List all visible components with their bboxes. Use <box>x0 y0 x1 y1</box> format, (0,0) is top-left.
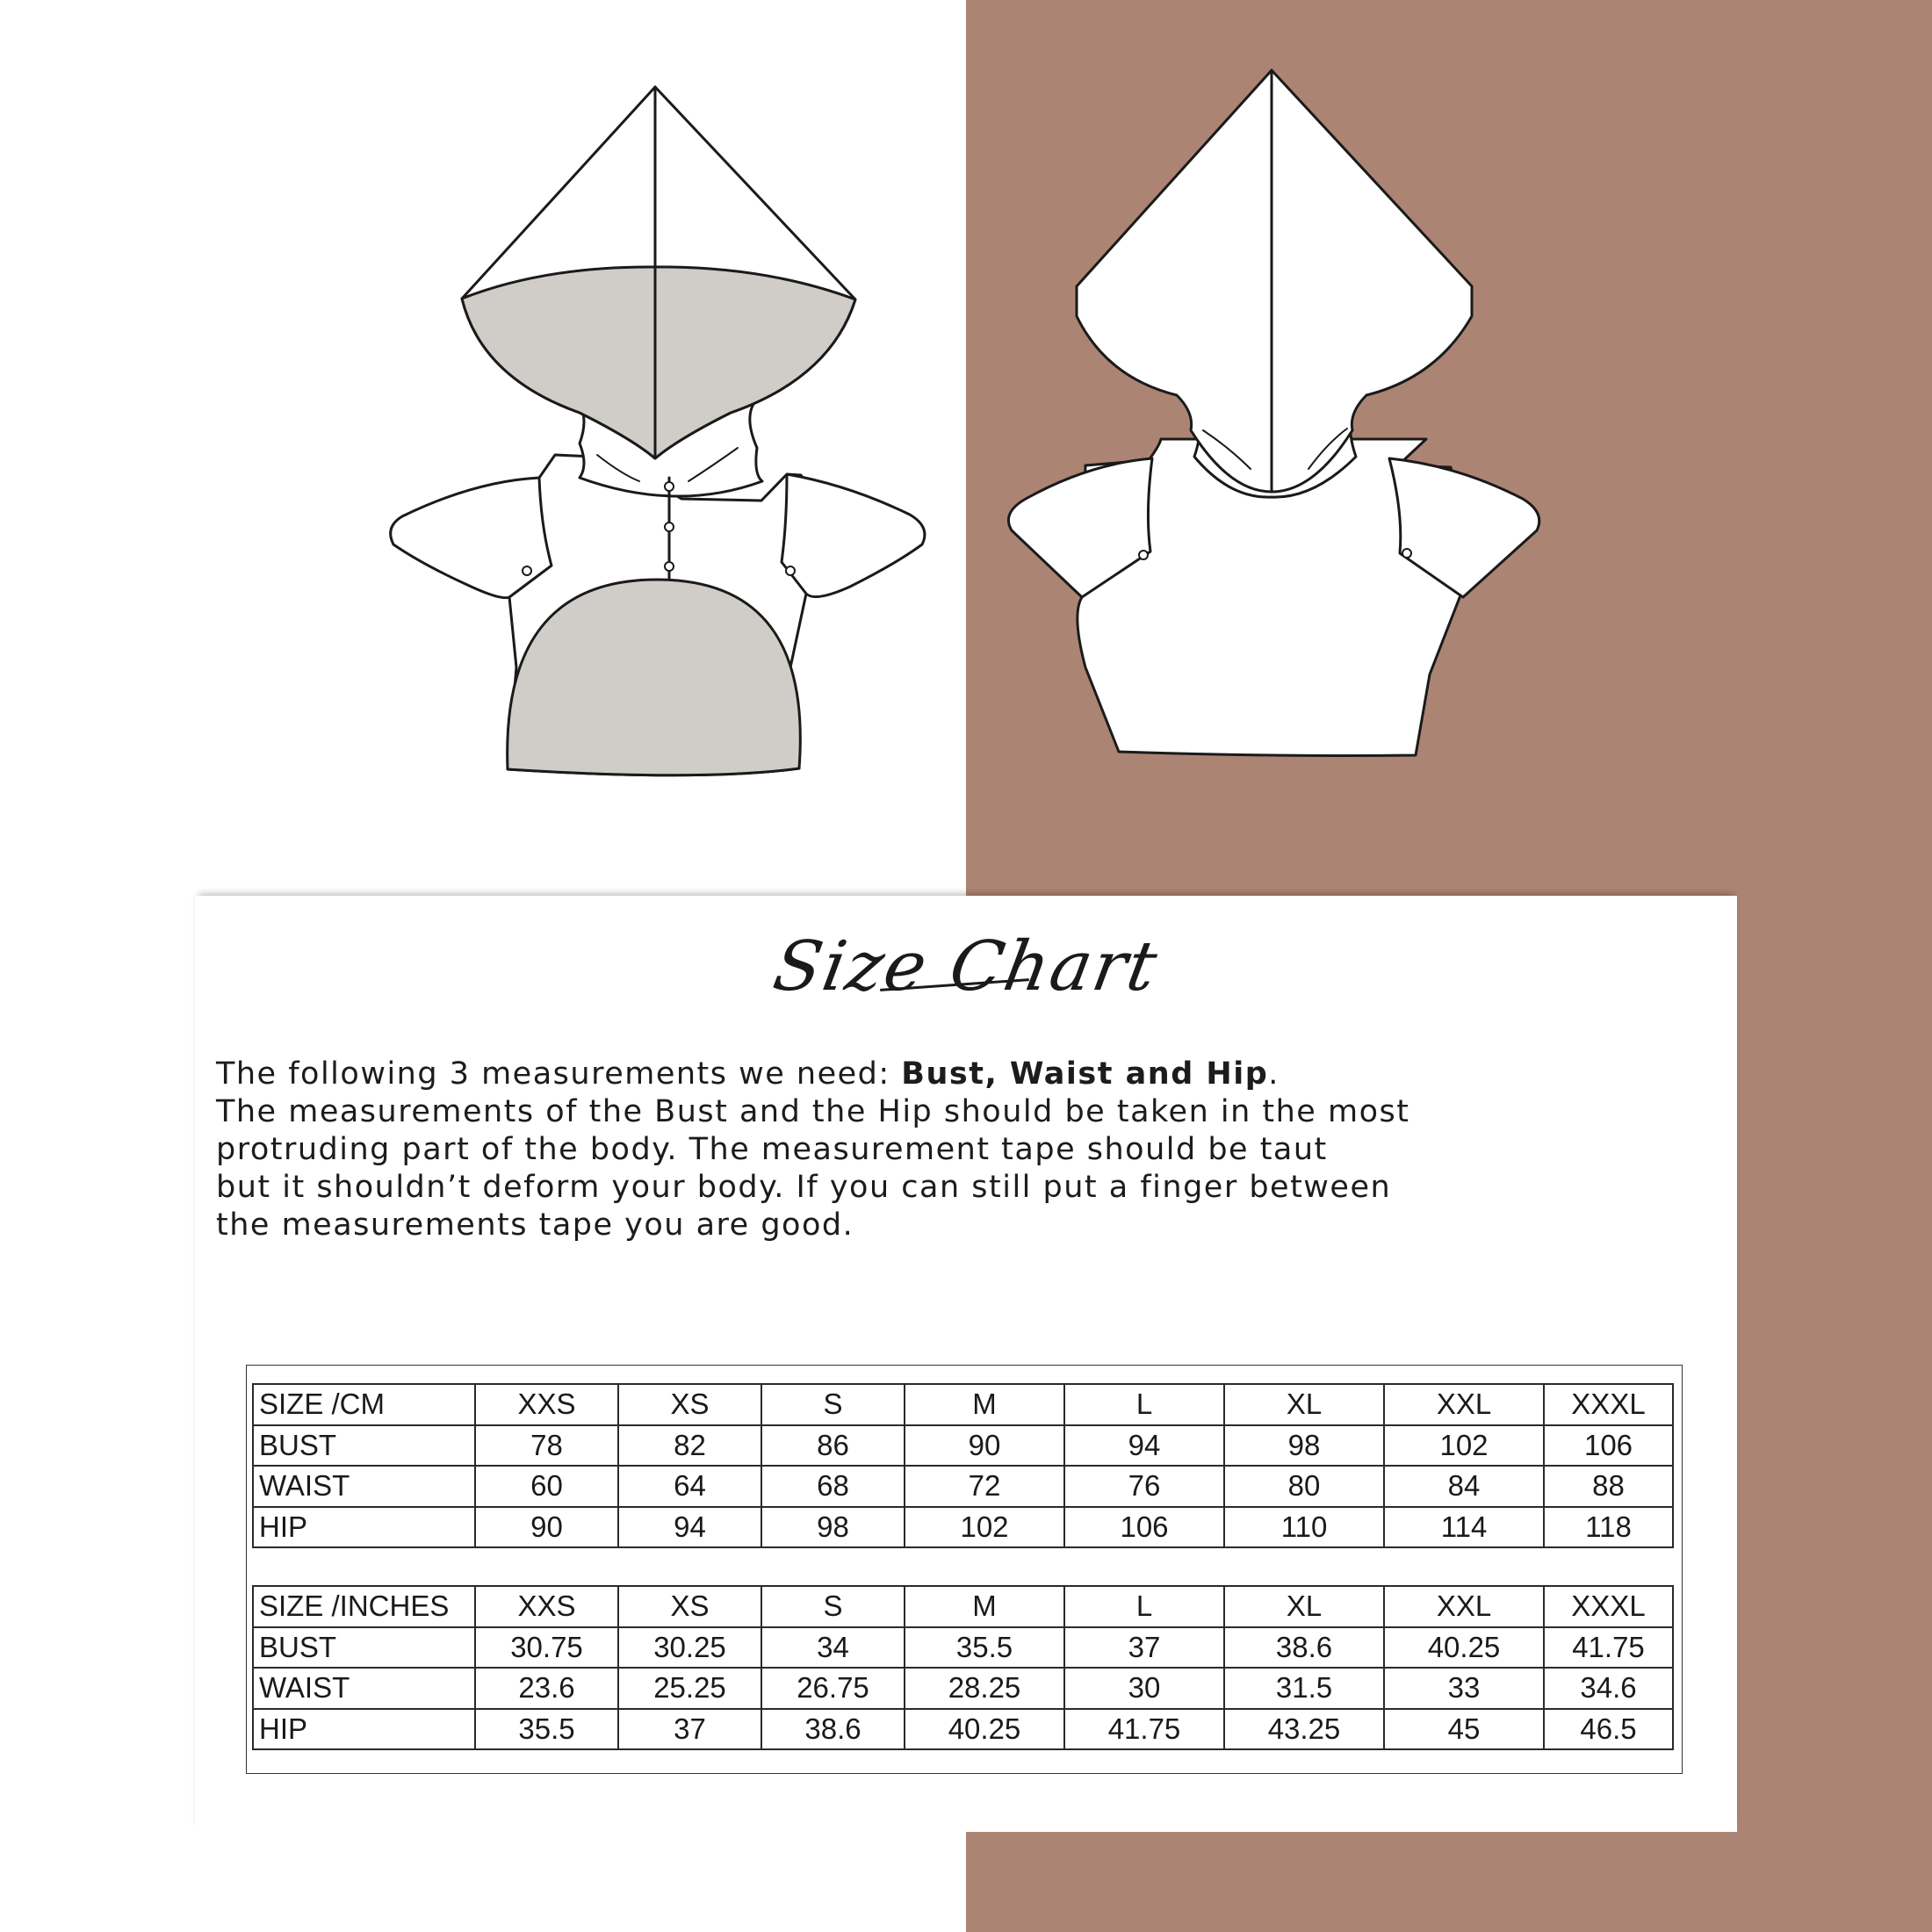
row-label: BUST <box>253 1627 475 1669</box>
table-cell: 38.6 <box>1224 1627 1384 1669</box>
measurement-instructions <box>216 1056 1727 1244</box>
table-row <box>253 1425 1673 1467</box>
table-cell: 38.6 <box>761 1709 905 1750</box>
row-label: HIP <box>253 1507 475 1548</box>
table-cell: 110 <box>1224 1507 1384 1548</box>
table-cell: 43.25 <box>1224 1709 1384 1750</box>
table-cell: 102 <box>1384 1425 1544 1467</box>
size-header-cell: S <box>761 1586 905 1627</box>
table-cell: 98 <box>761 1507 905 1548</box>
table-header-row <box>253 1384 1673 1425</box>
size-table-cm <box>252 1383 1674 1548</box>
table-cell: 94 <box>618 1507 761 1548</box>
table-cell: 84 <box>1384 1466 1544 1507</box>
size-header-cell: XXXL <box>1544 1586 1673 1627</box>
table-cell: 90 <box>905 1425 1064 1467</box>
size-header-cell: XXL <box>1384 1384 1544 1425</box>
size-header-cell: XS <box>618 1384 761 1425</box>
table-cell: 80 <box>1224 1466 1384 1507</box>
table-cell: 118 <box>1544 1507 1673 1548</box>
table-row <box>253 1627 1673 1669</box>
size-header-cell: XXL <box>1384 1586 1544 1627</box>
table-cell: 35.5 <box>475 1709 618 1750</box>
instructions-line-3: protruding part of the body. The measurement tape should be taut <box>216 1132 1328 1167</box>
instructions-line-1: The following 3 measurements we need: Bust, Waist and Hip. <box>216 1056 1280 1092</box>
table-cell: 90 <box>475 1507 618 1548</box>
size-header-cell: L <box>1064 1384 1224 1425</box>
table-row <box>253 1466 1673 1507</box>
row-label: HIP <box>253 1709 475 1750</box>
table-cell: 34.6 <box>1544 1668 1673 1709</box>
table-cell: 76 <box>1064 1466 1224 1507</box>
table-cell: 102 <box>905 1507 1064 1548</box>
size-header-cell: XS <box>618 1586 761 1627</box>
size-header-cell: XXXL <box>1544 1384 1673 1425</box>
size-header-cell: XL <box>1224 1586 1384 1627</box>
size-header-cell: XL <box>1224 1384 1384 1425</box>
table-cell: 98 <box>1224 1425 1384 1467</box>
size-header-cell: S <box>761 1384 905 1425</box>
size-header-cell: M <box>905 1384 1064 1425</box>
table-header-row <box>253 1586 1673 1627</box>
size-tables-frame <box>246 1365 1683 1774</box>
table-cell: 33 <box>1384 1668 1544 1709</box>
size-chart-title: Size Chart <box>768 927 1164 1006</box>
table-cell: 34 <box>761 1627 905 1669</box>
table-cell: 37 <box>1064 1627 1224 1669</box>
size-header-cell: L <box>1064 1586 1224 1627</box>
table-row <box>253 1709 1673 1750</box>
table-cell: 106 <box>1064 1507 1224 1548</box>
table-cell: 68 <box>761 1466 905 1507</box>
table-cell: 25.25 <box>618 1668 761 1709</box>
size-chart-card <box>195 896 1737 1832</box>
size-unit-label: SIZE /CM <box>253 1384 475 1425</box>
hooded-crop-top-front-illustration <box>391 87 925 775</box>
row-label: BUST <box>253 1425 475 1467</box>
table-cell: 30.75 <box>475 1627 618 1669</box>
table-cell: 35.5 <box>905 1627 1064 1669</box>
table-row <box>253 1507 1673 1548</box>
table-cell: 64 <box>618 1466 761 1507</box>
table-cell: 26.75 <box>761 1668 905 1709</box>
table-cell: 40.25 <box>1384 1627 1544 1669</box>
row-label: WAIST <box>253 1668 475 1709</box>
size-header-cell: XXS <box>475 1384 618 1425</box>
hooded-crop-top-back-illustration <box>1008 70 1539 756</box>
table-cell: 94 <box>1064 1425 1224 1467</box>
size-table-inches <box>252 1585 1674 1750</box>
table-cell: 41.75 <box>1544 1627 1673 1669</box>
instructions-line-2: The measurements of the Bust and the Hip should be taken in the most <box>216 1094 1410 1129</box>
table-cell: 40.25 <box>905 1709 1064 1750</box>
table-cell: 106 <box>1544 1425 1673 1467</box>
table-cell: 30 <box>1064 1668 1224 1709</box>
table-cell: 82 <box>618 1425 761 1467</box>
size-unit-label: SIZE /INCHES <box>253 1586 475 1627</box>
table-cell: 46.5 <box>1544 1709 1673 1750</box>
required-measurements: Bust, Waist and Hip <box>901 1056 1269 1092</box>
table-cell: 31.5 <box>1224 1668 1384 1709</box>
table-cell: 30.25 <box>618 1627 761 1669</box>
table-cell: 72 <box>905 1466 1064 1507</box>
instructions-line-4: but it shouldn’t deform your body. If you can still put a finger between <box>216 1170 1392 1205</box>
row-label: WAIST <box>253 1466 475 1507</box>
garment-illustrations <box>0 0 1932 896</box>
table-cell: 37 <box>618 1709 761 1750</box>
table-cell: 88 <box>1544 1466 1673 1507</box>
table-cell: 60 <box>475 1466 618 1507</box>
table-cell: 86 <box>761 1425 905 1467</box>
instructions-line-5: the measurements tape you are good. <box>216 1208 854 1243</box>
size-header-cell: XXS <box>475 1586 618 1627</box>
table-cell: 41.75 <box>1064 1709 1224 1750</box>
table-cell: 114 <box>1384 1507 1544 1548</box>
table-cell: 28.25 <box>905 1668 1064 1709</box>
table-cell: 78 <box>475 1425 618 1467</box>
table-cell: 23.6 <box>475 1668 618 1709</box>
table-cell: 45 <box>1384 1709 1544 1750</box>
size-header-cell: M <box>905 1586 1064 1627</box>
table-row <box>253 1668 1673 1709</box>
